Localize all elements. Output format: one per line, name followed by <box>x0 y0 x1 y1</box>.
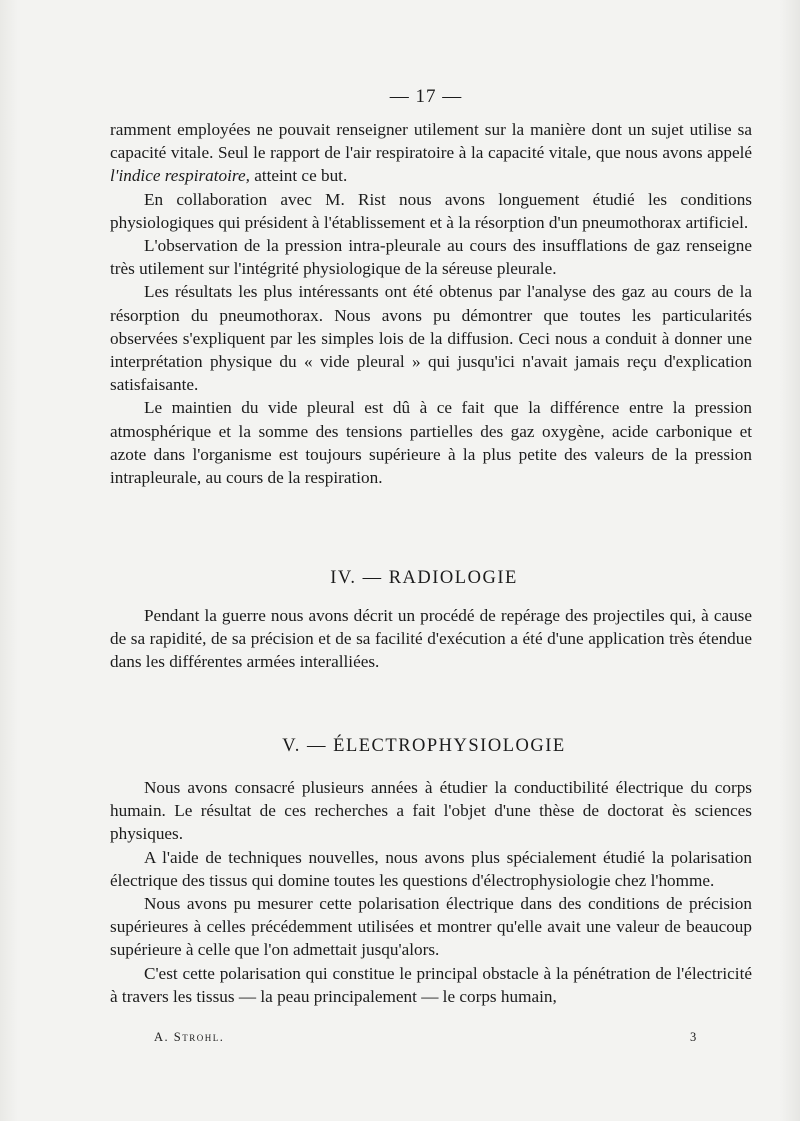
paragraph: Les résultats les plus intéressants ont été obtenus par l'analyse des gaz au cours de la résorption du pneumothorax. Nous avons pu démontrer que toutes les particularités observées s'expliquent par les simples lois de la diffusion. Ceci nous a conduit à donner une interprétation physique du « vide pleural » qui jusqu'ici n'avait jamais reçu d'explication satisfaisante. <box>110 282 752 395</box>
paragraph: En collaboration avec M. Rist nous avons longuement étudié les conditions physiologiques qui président à l'établissement et à la résorption d'un pneumothorax artificiel. <box>110 189 752 232</box>
electrophysiologie-section <box>110 776 752 1008</box>
paragraph: A l'aide de techniques nouvelles, nous avons plus spécialement étudié la polarisation électrique des tissus qui domine toutes les questions d'électrophysiologie chez l'homme. <box>110 847 752 890</box>
section-heading-radiologie: IV. — RADIOLOGIE <box>330 568 518 588</box>
paragraph: Nous avons pu mesurer cette polarisation électrique dans des conditions de précision supérieures à celles précédemment utilisées et montrer qu'elle avait une valeur de beaucoup supérieure à celle que l'on admettait jusqu'alors. <box>110 894 752 960</box>
radiologie-section <box>110 604 752 674</box>
paragraph <box>110 118 752 188</box>
section-heading-electrophysiologie: V. — ÉLECTROPHYSIOLOGIE <box>282 736 566 756</box>
footer-author: A. Strohl. <box>154 1030 225 1044</box>
paragraph: Pendant la guerre nous avons décrit un procédé de repérage des projectiles qui, à cause de sa rapidité, de sa précision et de sa facilité d'exécution a été d'une application très étendue dans les différentes armées interalliées. <box>110 606 752 672</box>
page-number: — 17 — <box>389 86 463 107</box>
paragraph: C'est cette polarisation qui constitue le principal obstacle à la pénétration de l'électricité à travers les tissus — la peau principalement — le corps humain, <box>110 963 752 1006</box>
paragraph-text: ramment employées ne pouvait renseigner utilement sur la manière dont un sujet utilise sa capacité vitale. Seul le rapport de l'air respiratoire à la capacité vitale, que nous avons appelé <box>110 120 752 163</box>
intro-section <box>110 118 752 489</box>
emphasis-term: l'indice respiratoire, <box>110 166 250 186</box>
paragraph: Le maintien du vide pleural est dû à ce fait que la différence entre la pression atmosphérique et la somme des tensions partielles des gaz oxygène, acide carbonique et azote dans l'organisme est toujours supérieure à la plus petite des valeurs de la pression intrapleurale, au cours de la respiration. <box>110 398 752 488</box>
paragraph: L'observation de la pression intra-pleurale au cours des insufflations de gaz renseigne très utilement sur l'intégrité physiologique de la séreuse pleurale. <box>110 236 752 279</box>
paragraph: Nous avons consacré plusieurs années à étudier la conductibilité électrique du corps humain. Le résultat de ces recherches a fait l'objet d'une thèse de doctorat ès sciences physiques. <box>110 778 752 844</box>
paragraph-text: atteint ce but. <box>249 166 348 186</box>
footer-signature-mark: 3 <box>690 1030 697 1044</box>
